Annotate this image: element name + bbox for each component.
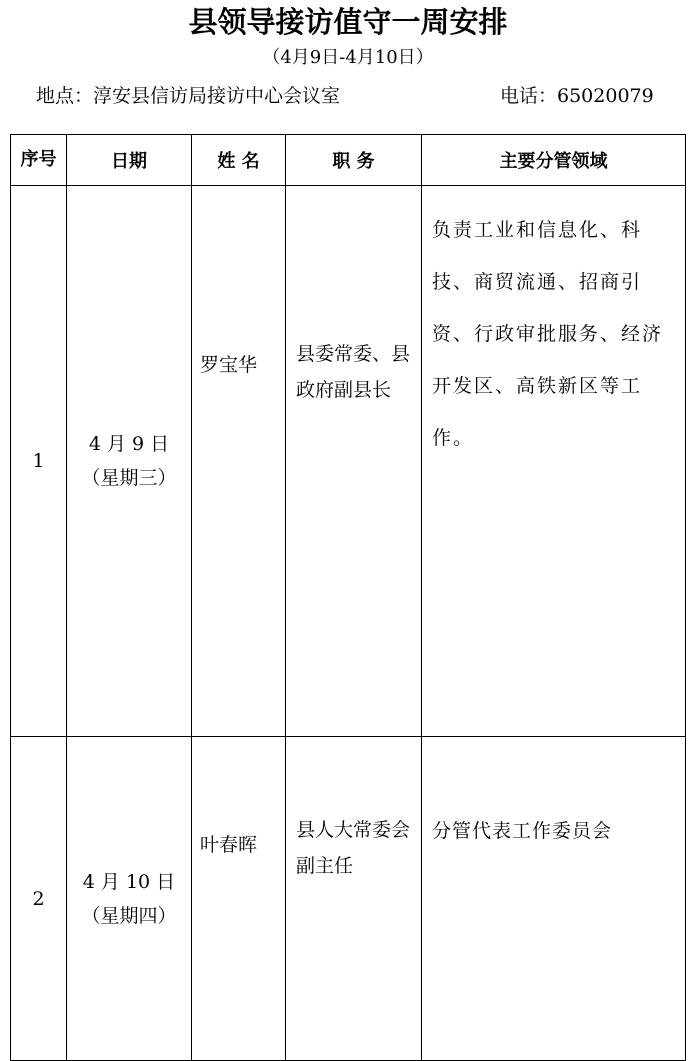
row-date-cell bbox=[67, 737, 192, 1061]
row-position: 县人大常委会副主任 bbox=[286, 737, 422, 1061]
table-header-row bbox=[11, 135, 686, 186]
header-date: 日期 bbox=[67, 135, 192, 186]
row-date: 4 月 9 日 bbox=[88, 433, 170, 455]
row-date-cell bbox=[67, 186, 192, 737]
row-seq: 1 bbox=[11, 186, 67, 737]
row-name: 叶春晖 bbox=[192, 737, 286, 1061]
page-title: 县领导接访值守一周安排 bbox=[188, 5, 508, 39]
phone-text: 电话：65020079 bbox=[500, 85, 654, 107]
header-seq: 序号 bbox=[11, 135, 67, 186]
row-responsibilities: 分管代表工作委员会 bbox=[422, 737, 686, 1061]
table-row bbox=[11, 737, 686, 1061]
row-weekday: （星期三） bbox=[81, 467, 177, 489]
header-responsibilities: 主要分管领域 bbox=[422, 135, 686, 186]
table-row bbox=[11, 186, 686, 737]
row-weekday: （星期四） bbox=[81, 904, 177, 927]
row-date: 4 月 10 日 bbox=[82, 870, 176, 893]
header-name: 姓 名 bbox=[192, 135, 286, 186]
header-position: 职 务 bbox=[286, 135, 422, 186]
schedule-table bbox=[10, 134, 686, 1061]
row-responsibilities: 负责工业和信息化、科技、商贸流通、招商引资、行政审批服务、经济开发区、高铁新区等工作。 bbox=[422, 186, 686, 737]
location-text: 地点：淳安县信访局接访中心会议室 bbox=[36, 85, 341, 107]
row-name: 罗宝华 bbox=[192, 186, 286, 737]
row-position: 县委常委、县政府副县长 bbox=[286, 186, 422, 737]
row-seq: 2 bbox=[11, 737, 67, 1061]
date-range: （4月9日-4月10日） bbox=[262, 47, 434, 68]
